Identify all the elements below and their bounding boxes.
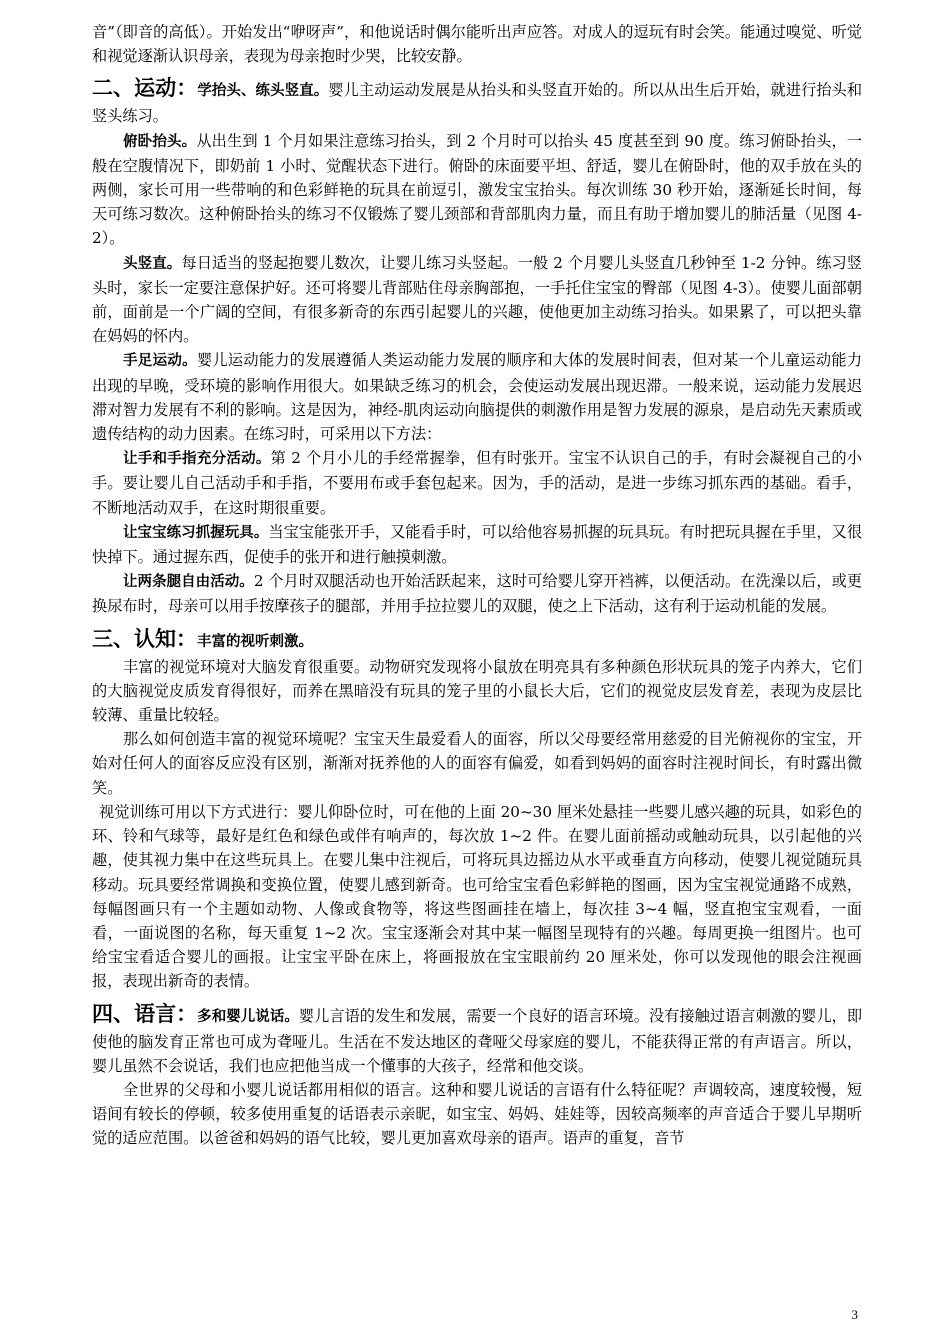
paragraph-visual-environment: 丰富的视觉环境对大脑发育很重要。动物研究发现将小鼠放在明亮具有多种颜色形状玩具的笼子内养大，它们的大脑视觉皮质发育得很好，而养在黑暗没有玩具的笼子里的小鼠长大后，它们的视觉皮层发育差，表现为皮层比较薄、重量比较轻。 <box>92 657 862 725</box>
section-intro-motor: 婴儿主动运动发展是从抬头和头竖直开始的。所以从出生后开始，就进行抬头和竖头练习。 <box>92 81 863 126</box>
section-heading-motor: 二、运动： <box>92 76 198 101</box>
page-number: 3 <box>851 1307 858 1322</box>
paragraph-leg-activity: 让两条腿自由活动。2 个月时双腿活动也开始活跃起来，这时可给婴儿穿开裆裤，以便活动。在洗澡以后，或更换尿布时，母亲可以用手按摩孩子的腿部，并用手拉拉婴儿的双腿，使之上下活动，这有利于运动机能的发展。 <box>92 572 863 616</box>
paragraph-limb-movement: 手足运动。婴儿运动能力的发展遵循人类运动能力发展的顺序和大体的发展时间表，但对某一个儿童运动能力出现的早晚，受环境的影响作用很大。如果缺乏练习的机会，会使运动发展出现迟滞。一般来说，运动能力发展迟滞对智力发展有不利的影响。这是因为，神经-肌肉运动向脑提供的刺激作用是智力发展的源泉，是启动先天素质或遗传结构的动力因素。在练习时，可采用以下方法： <box>92 351 863 444</box>
paragraph-intro: 音”（即音的高低）。开始发出“咿呀声”，和他说话时偶尔能听出声应答。对成人的逗玩有时会笑。能通过嗅觉、听觉和视觉逐渐认识母亲，表现为母亲抱时少哭，比较安静。 <box>92 23 862 66</box>
section-subheading-cognition: 丰富的视听刺激。 <box>197 633 313 650</box>
section-intro-language: 婴儿言语的发生和发展，需要一个良好的语言环境。没有接触过语言刺激的婴儿，即使他的脑发育正常也可成为聋哑儿。生活在不发达地区的聋哑父母家庭的婴儿，不能获得正常的有声语言。所以，婴儿虽然不会说话，我们也应把他当成一个懂事的大孩子，经常和他交谈。 <box>92 1006 863 1075</box>
paragraph-parentese: 全世界的父母和小婴儿说话都用相似的语言。这种和婴儿说话的言语有什么特征呢？声调较高，速度较慢，短语间有较长的停顿，较多使用重复的话语表示亲昵，如宝宝、妈妈、娃娃等，因较高频率的声音适合于婴儿早期听觉的适应范围。以爸爸和妈妈的语气比较，婴儿更加喜欢母亲的语声。语声的重复，音节 <box>92 1080 862 1148</box>
section-motor <box>92 72 862 128</box>
section-heading-cognition: 三、认知： <box>92 626 197 651</box>
paragraph-head-upright: 头竖直。每日适当的竖起抱婴儿数次，让婴儿练习头竖起。一般 2 个月婴儿头竖直几秒钟至 1-2 分钟。练习竖头时，家长一定要注意保护好。还可将婴儿背部贴住母亲胸部抱，一手托住宝宝的臀部（见图 4-3）。使婴儿面部朝前，面前是一个广阔的空间，有很多新奇的东西引起婴儿的兴趣，使他更加主动练习抬头。如果累了，可以把头靠在妈妈的怀内。 <box>92 253 862 346</box>
section-language <box>92 998 862 1078</box>
paragraph-hand-activity: 让手和手指充分活动。第 2 个月小儿的手经常握拳，但有时张开。宝宝不认识自己的手，有时会凝视自己的小手。要让婴儿自己活动手和手指，不要用布或手套包起来。因为，手的活动，是进一步练习抓东西的基础。看手，不断地活动双手，在这时期很重要。 <box>92 449 862 517</box>
section-heading-language: 四、语言： <box>92 1001 198 1026</box>
paragraph-faces: 那么如何创造丰富的视觉环境呢？宝宝天生最爱看人的面容，所以父母要经常用慈爱的目光俯视你的宝宝，开始对任何人的面容反应没有区别，渐渐对抚养他的人的面容有偏爱，如看到妈妈的面容时注视时间长，有时露出微笑。 <box>92 730 862 797</box>
paragraph-label: 头竖直。 <box>123 255 182 272</box>
paragraph-label: 俯卧抬头。 <box>123 133 197 150</box>
paragraph-label: 手足运动。 <box>123 353 197 370</box>
section-cognition <box>92 623 862 655</box>
document-page <box>92 20 862 1151</box>
paragraph-label: 让两条腿自由活动。 <box>123 574 254 591</box>
paragraph-visual-training: 视觉训练可用以下方式进行：婴儿仰卧位时，可在他的上面 20~30 厘米处悬挂一些婴儿感兴趣的玩具，如彩色的环、铃和气球等，最好是红色和绿色或伴有响声的，每次放 1~2 件。在婴儿面前摇动或触动玩具，以引起他的兴趣，使其视力集中在这些玩具上。在婴儿集中注视后，可将玩具边摇边从水平或垂直方向移动，使婴儿视觉随玩具移动。玩具要经常调换和变换位置，使婴儿感到新奇。也可给宝宝看色彩鲜艳的图画，因为宝宝视觉通路不成熟，每幅图画只有一个主题如动物、人像或食物等，将这些图画挂在墙上，每次挂 3~4 幅，竖直抱宝宝观看，一面看，一面说图的名称，每天重复 1~2 次。宝宝逐渐会对其中某一幅图呈现特有的兴趣。每周更换一组图片。也可给宝宝看适合婴儿的画报。让宝宝平卧在床上，将画报放在宝宝眼前约 20 厘米处，你可以发现他的眼会注视画报，表现出新奇的表情。 <box>92 802 862 991</box>
paragraph-prone-head-lift: 俯卧抬头。从出生到 1 个月如果注意练习抬头，到 2 个月时可以抬头 45 度甚至到 90 度。练习俯卧抬头，一般在空腹情况下，即奶前 1 小时、觉醒状态下进行。俯卧的床面要平坦、舒适，婴儿在俯卧时，他的双手放在头的两侧，家长可用一些带响的和色彩鲜艳的玩具在前逗引，激发宝宝抬头。每次训练 30 秒开始，逐渐延长时间，每天可练习数次。这种俯卧抬头的练习不仅锻炼了婴儿颈部和背部肌肉力量，而且有助于增加婴儿的肺活量（见图 4-2）。 <box>92 131 862 248</box>
section-subheading-language: 多和婴儿说话。 <box>197 1008 299 1025</box>
paragraph-label: 让手和手指充分活动。 <box>123 451 271 468</box>
paragraph-grasp-toys: 让宝宝练习抓握玩具。当宝宝能张开手，又能看手时，可以给他容易抓握的玩具玩。有时把玩具握在手里，又很快掉下。通过握东西，促使手的张开和进行触摸刺激。 <box>92 522 863 567</box>
paragraph-label: 让宝宝练习抓握玩具。 <box>123 524 269 541</box>
section-subheading-motor: 学抬头、练头竖直。 <box>197 83 329 100</box>
